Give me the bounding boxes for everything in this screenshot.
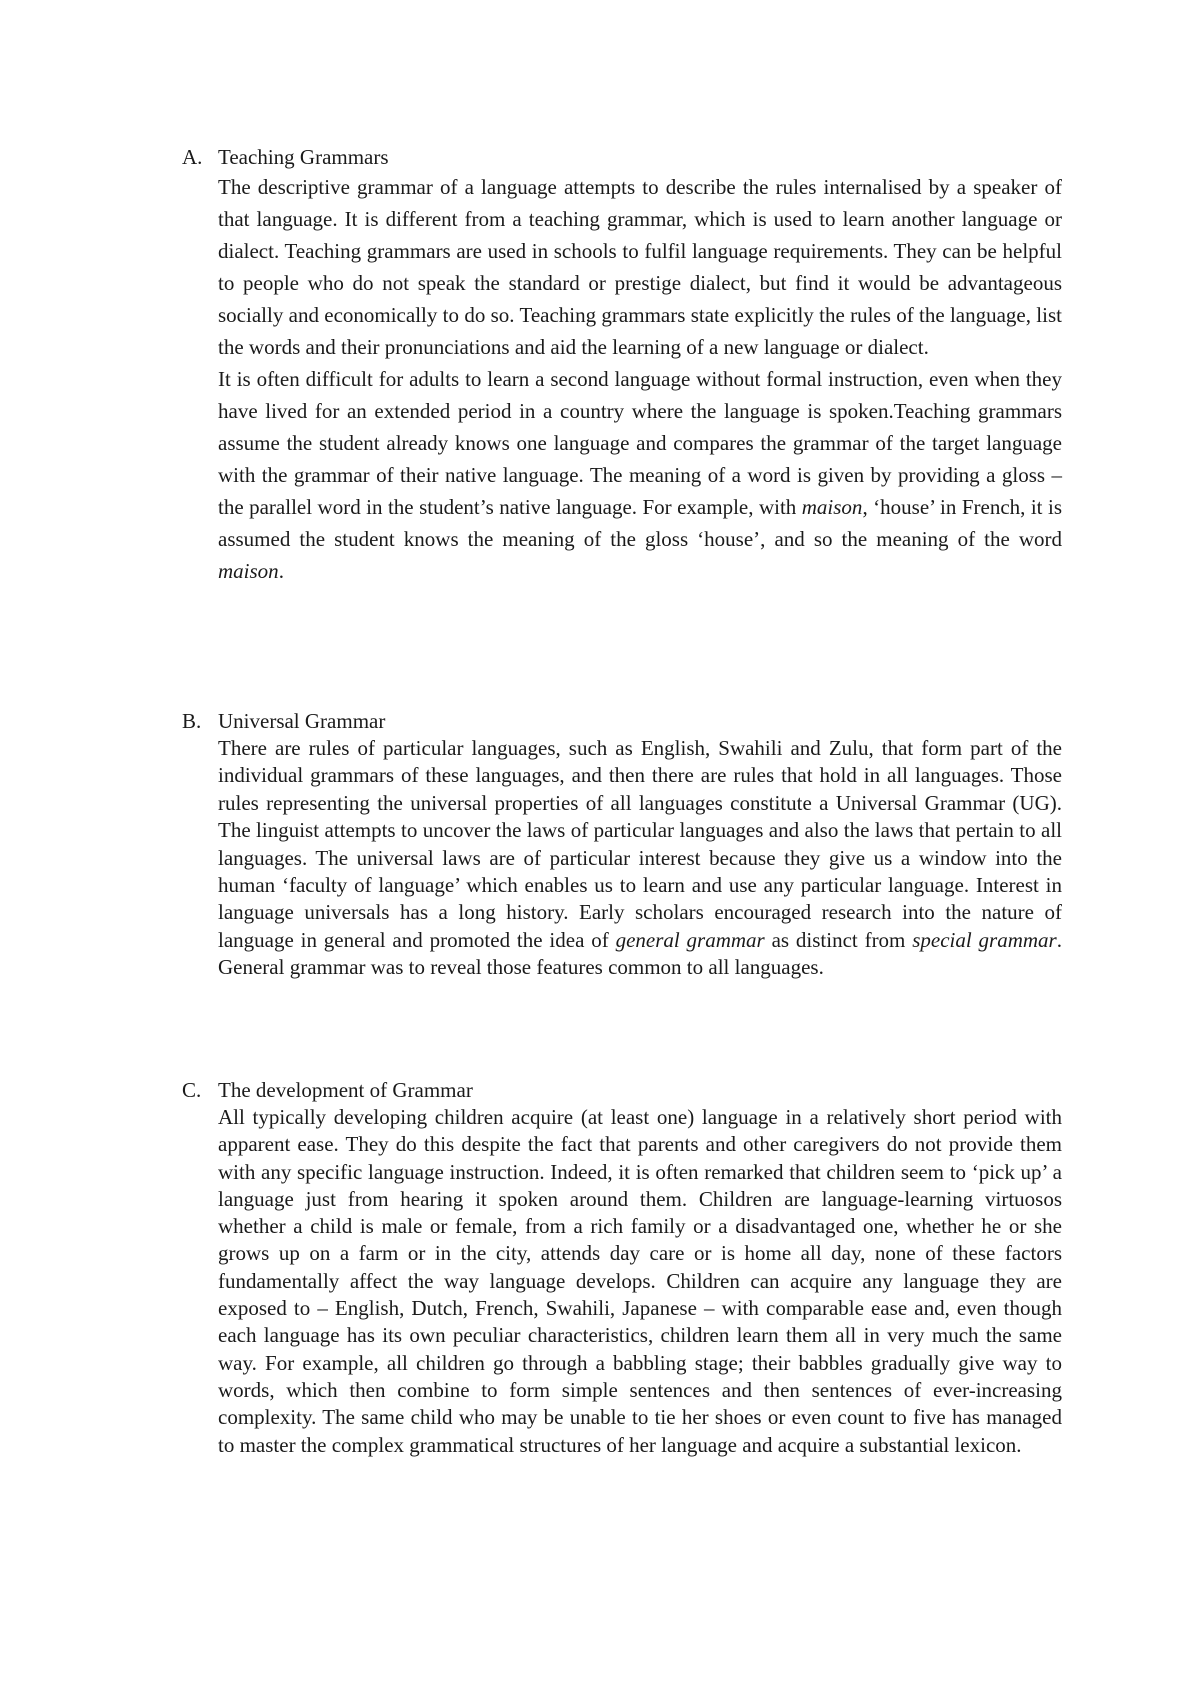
paragraph-text: The descriptive grammar of a language attempts to describe the rules internalised by a speaker of that language. It is different from a teaching grammar, which is used to learn another language or dialect. Teaching grammars are used in schools to fulfil language requirements. They can be helpful to people who do not speak the standard or prestige dialect, but find it would be advantageous socially and economically to do so. Teaching grammars state explicitly the rules of the language, list the words and their pronunciations and aid the learning of a new language or dialect. — [218, 175, 1062, 359]
paragraph-text: , ‘house’ in French, it is assumed the student knows the meaning of the gloss ‘house’, and so the meaning of the word — [218, 495, 1062, 551]
paragraph-text: . — [278, 559, 284, 583]
section-body — [218, 171, 1062, 587]
section-letter: B. — [182, 709, 202, 733]
paragraph — [218, 1104, 1062, 1459]
section-title: Universal Grammar — [218, 709, 386, 733]
paragraph-text: It is often difficult for adults to learn a second language without formal instruction, even when they have lived for an extended period in a country where the language is spoken.Teaching grammars assume the student already knows one language and compares the grammar of the target language with the grammar of their native language. The meaning of a word is given by providing a gloss – the parallel word in the student’s native language. For example, with — [218, 367, 1062, 519]
section-universal-grammar — [182, 708, 1062, 982]
section-letter: A. — [182, 145, 203, 169]
section-development-of-grammar — [182, 1077, 1062, 1459]
section-title: The development of Grammar — [218, 1078, 473, 1102]
section-body — [218, 735, 1062, 982]
section-heading — [182, 1077, 1062, 1104]
section-heading — [182, 708, 1062, 735]
section-letter: C. — [182, 1078, 202, 1102]
italic-term: maison — [218, 559, 279, 583]
paragraph-text: There are rules of particular languages, such as English, Swahili and Zulu, that form part of the individual grammars of these languages, and then there are rules that hold in all languages. Those rules representing the universal properties of all languages constitute a Universal Grammar (UG). The linguist attempts to uncover the laws of particular languages and also the laws that pertain to all languages. The universal laws are of particular interest because they give us a window into the human ‘faculty of language’ which enables us to learn and use any particular language. Interest in language universals has a long history. Early scholars encouraged research into the nature of language in general and promoted the idea of — [218, 736, 1062, 952]
paragraph-text: All typically developing children acquire (at least one) language in a relatively short period with apparent ease. They do this despite the fact that parents and other caregivers do not provide them with any specific language instruction. Indeed, it is often remarked that children seem to ‘pick up’ a language just from hearing it spoken around them. Children are language-learning virtuosos whether a child is male or female, from a rich family or a disadvantaged one, whether he or she grows up on a farm or in the city, attends day care or is home all day, none of these factors fundamentally affect the way language develops. Children can acquire any language they are exposed to – English, Dutch, French, Swahili, Japanese – with comparable ease and, even though each language has its own peculiar characteristics, children learn them all in very much the same way. For example, all children go through a babbling stage; their babbles gradually give way to words, which then combine to form simple sentences and then sentences of ever-increasing complexity. The same child who may be unable to tie her shoes or even count to five has managed to master the complex grammatical structures of her language and acquire a substantial lexicon. — [218, 1105, 1062, 1457]
section-body — [218, 1104, 1062, 1459]
paragraph — [218, 171, 1062, 363]
paragraph — [218, 363, 1062, 587]
italic-term: general grammar — [615, 927, 765, 952]
paragraph-text: . General grammar was to reveal those features common to all languages. — [218, 927, 1062, 980]
italic-term: maison — [801, 495, 863, 519]
section-title: Teaching Grammars — [218, 145, 389, 169]
paragraph-text: as distinct from — [764, 927, 913, 952]
section-heading — [182, 143, 1062, 171]
italic-term: special grammar — [912, 927, 1057, 952]
paragraph — [218, 735, 1062, 982]
section-teaching-grammars — [182, 143, 1062, 587]
